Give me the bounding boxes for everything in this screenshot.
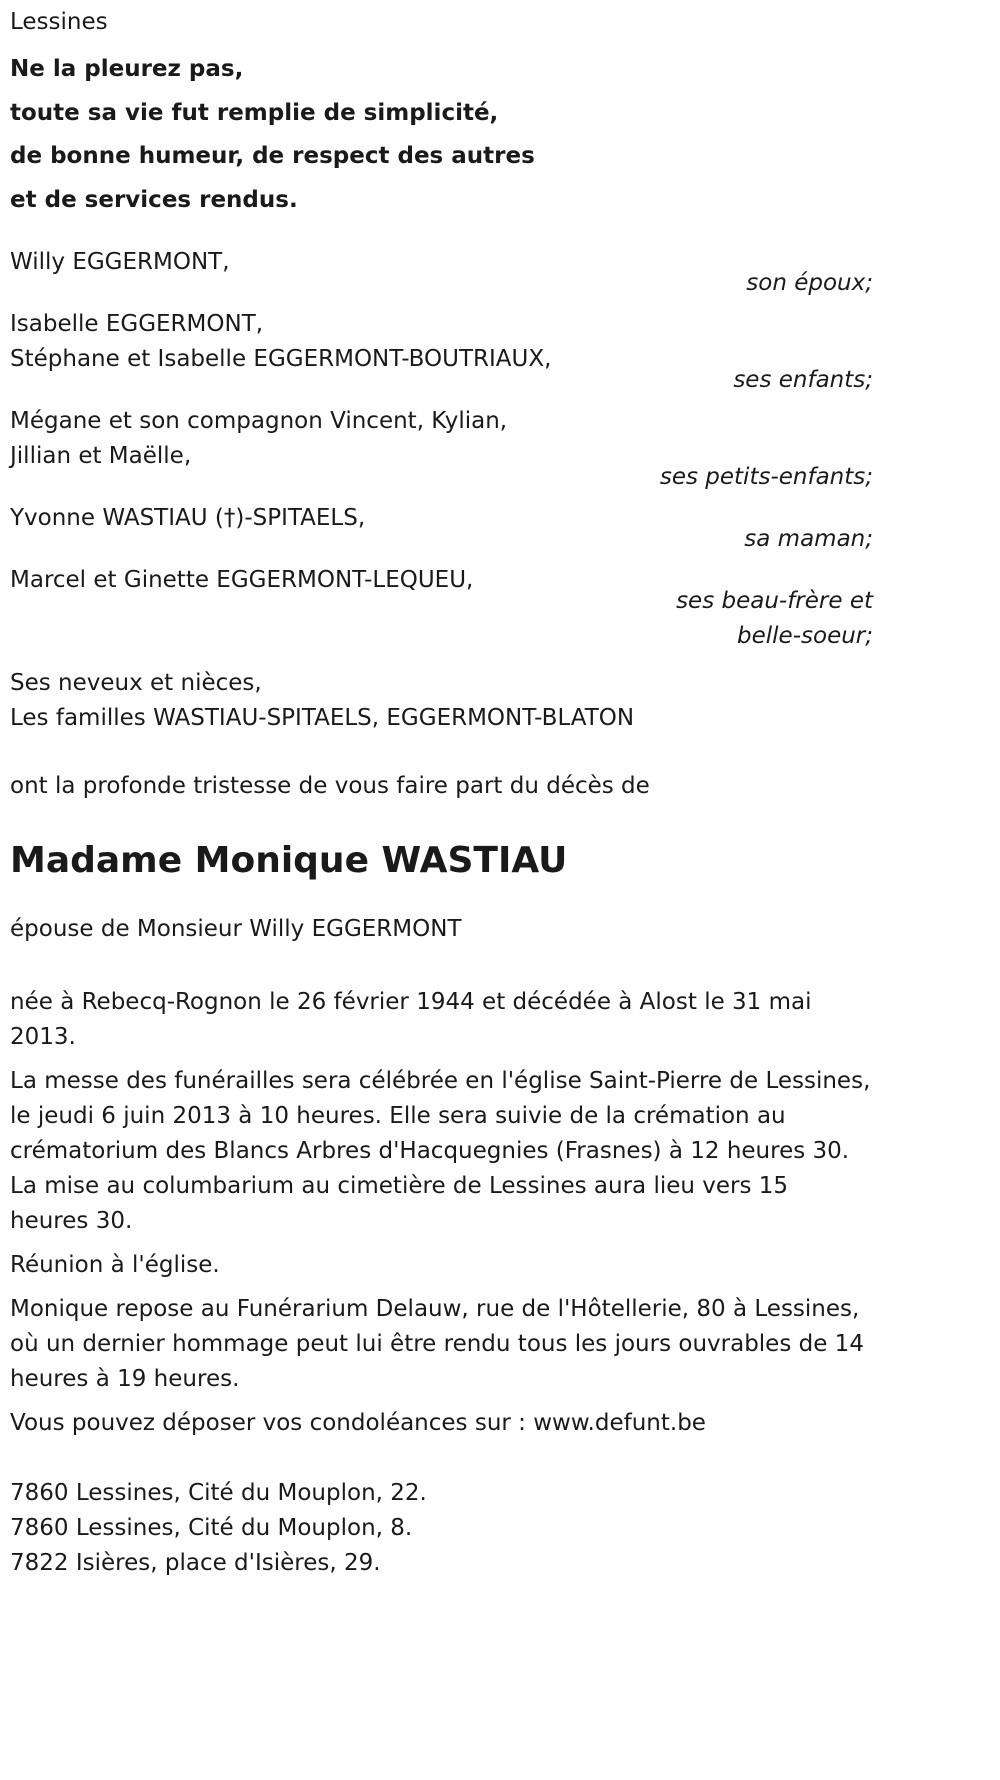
address-list [10,1476,873,1581]
family-group-children [10,307,873,398]
extended-family-line: Ses neveux et nièces, [10,670,262,696]
family-group-spouse [10,245,873,301]
family-role: ses petits-enfants; [659,464,873,490]
condolences-paragraph: Vous pouvez déposer vos condoléances sur : www.defunt.be [10,1410,706,1436]
header-city: Lessines [10,9,108,35]
family-role: ses beau-frère et [676,588,873,614]
birth-death-paragraph: née à Rebecq-Rognon le 26 février 1944 et décédée à Alost le 31 mai 2013. [10,989,812,1050]
poem-line: de bonne humeur, de respect des autres [10,143,535,169]
extended-family [10,666,873,736]
deceased-spouse: épouse de Monsieur Willy EGGERMONT [10,916,462,942]
obituary-content [10,0,873,1581]
address-line: 7860 Lessines, Cité du Mouplon, 22. [10,1480,427,1506]
poem-line: toute sa vie fut remplie de simplicité, [10,99,499,126]
family-list [10,245,873,736]
extended-family-line: Les familles WASTIAU-SPITAELS, EGGERMONT-BLATON [10,705,635,731]
family-name: Yvonne WASTIAU (†)-SPITAELS, [10,505,366,531]
family-name: Stéphane et Isabelle EGGERMONT-BOUTRIAUX, [10,346,552,372]
family-group-mother [10,501,873,557]
family-group-inlaws [10,563,873,654]
poem-line: Ne la pleurez pas, [10,56,244,82]
deceased-name: Madame Monique WASTIAU [10,840,568,881]
family-role: belle-soeur; [737,623,873,649]
reunion-paragraph: Réunion à l'église. [10,1252,220,1278]
funeral-paragraph: La messe des funérailles sera célébrée en l'église Saint-Pierre de Lessines, le jeudi 6 juin 2013 à 10 heures. Elle sera suivie de la crémation au crématorium des Blancs Arbres d'Hacquegnies (Frasnes) à 12 heures 30. La mise au columbarium au cimetière de Lessines aura lieu vers 15 heures 30. [10,1068,871,1234]
family-name: Willy EGGERMONT, [10,249,230,275]
family-name: Mégane et son compagnon Vincent, Kylian, [10,408,508,434]
repose-paragraph: Monique repose au Funérarium Delauw, rue de l'Hôtellerie, 80 à Lessines, où un dernier hommage peut lui être rendu tous les jours ouvrables de 14 heures à 19 heures. [10,1296,864,1392]
announcement: ont la profonde tristesse de vous faire part du décès de [10,773,650,799]
family-group-grandchildren [10,404,873,495]
poem-line: et de services rendus. [10,186,298,213]
family-name: Isabelle EGGERMONT, [10,311,264,337]
address-line: 7860 Lessines, Cité du Mouplon, 8. [10,1515,413,1541]
family-role: ses enfants; [733,367,873,393]
family-name: Marcel et Ginette EGGERMONT-LEQUEU, [10,567,474,593]
family-role: sa maman; [744,526,873,552]
poem [10,48,873,222]
family-name: Jillian et Maëlle, [10,443,192,469]
address-line: 7822 Isières, place d'Isières, 29. [10,1550,381,1576]
family-role: son époux; [746,270,873,296]
